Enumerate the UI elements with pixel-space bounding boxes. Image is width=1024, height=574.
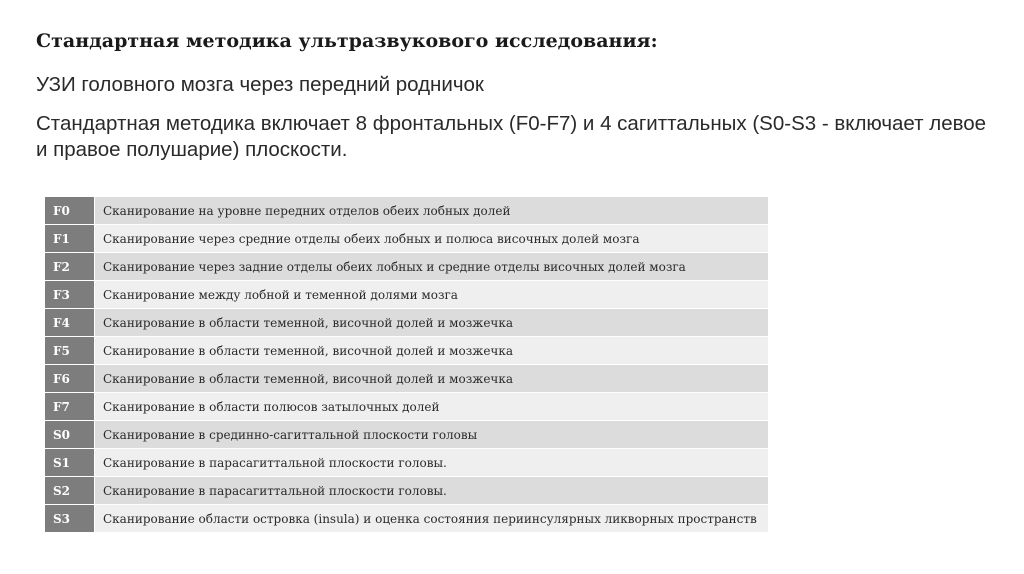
- plane-description: Сканирование в парасагиттальной плоскости головы.: [95, 477, 768, 505]
- plane-description: Сканирование в области полюсов затылочных долей: [95, 393, 768, 421]
- table-row: [45, 505, 768, 533]
- slide-subtitle: УЗИ головного мозга через передний родничок: [36, 73, 484, 96]
- plane-code: F3: [45, 281, 95, 309]
- table-row: [45, 477, 768, 505]
- plane-description: Сканирование через задние отделы обеих лобных и средние отделы височных долей мозга: [95, 253, 768, 281]
- plane-description: Сканирование в срединно-сагиттальной плоскости головы: [95, 421, 768, 449]
- plane-code: F0: [45, 197, 95, 225]
- plane-code: S3: [45, 505, 95, 533]
- scan-planes-table: [45, 197, 768, 533]
- plane-code: F5: [45, 337, 95, 365]
- plane-code: F1: [45, 225, 95, 253]
- plane-description: Сканирование в области теменной, височной долей и мозжечка: [95, 337, 768, 365]
- plane-code: F6: [45, 365, 95, 393]
- table-row: [45, 253, 768, 281]
- table-row: [45, 309, 768, 337]
- plane-description: Сканирование на уровне передних отделов обеих лобных долей: [95, 197, 768, 225]
- table-row: [45, 365, 768, 393]
- table-row: [45, 337, 768, 365]
- slide-title: Стандартная методика ультразвукового исследования:: [36, 30, 658, 52]
- plane-description: Сканирование области островка (insula) и оценка состояния периинсулярных ликворных пространств: [95, 505, 768, 533]
- table-row: [45, 421, 768, 449]
- method-description: Стандартная методика включает 8 фронтальных (F0-F7) и 4 сагиттальных (S0-S3 - включает левое и правое полушарие) плоскости.: [36, 112, 987, 161]
- table-row: [45, 393, 768, 421]
- table-row: [45, 281, 768, 309]
- table-row: [45, 225, 768, 253]
- plane-code: F2: [45, 253, 95, 281]
- table-row: [45, 197, 768, 225]
- plane-description: Сканирование в области теменной, височной долей и мозжечка: [95, 309, 768, 337]
- plane-code: F7: [45, 393, 95, 421]
- plane-code: S0: [45, 421, 95, 449]
- plane-description: Сканирование между лобной и теменной долями мозга: [95, 281, 768, 309]
- plane-description: Сканирование в области теменной, височной долей и мозжечка: [95, 365, 768, 393]
- plane-description: Сканирование в парасагиттальной плоскости головы.: [95, 449, 768, 477]
- plane-description: Сканирование через средние отделы обеих лобных и полюса височных долей мозга: [95, 225, 768, 253]
- table-row: [45, 449, 768, 477]
- plane-code: S1: [45, 449, 95, 477]
- plane-code: F4: [45, 309, 95, 337]
- plane-code: S2: [45, 477, 95, 505]
